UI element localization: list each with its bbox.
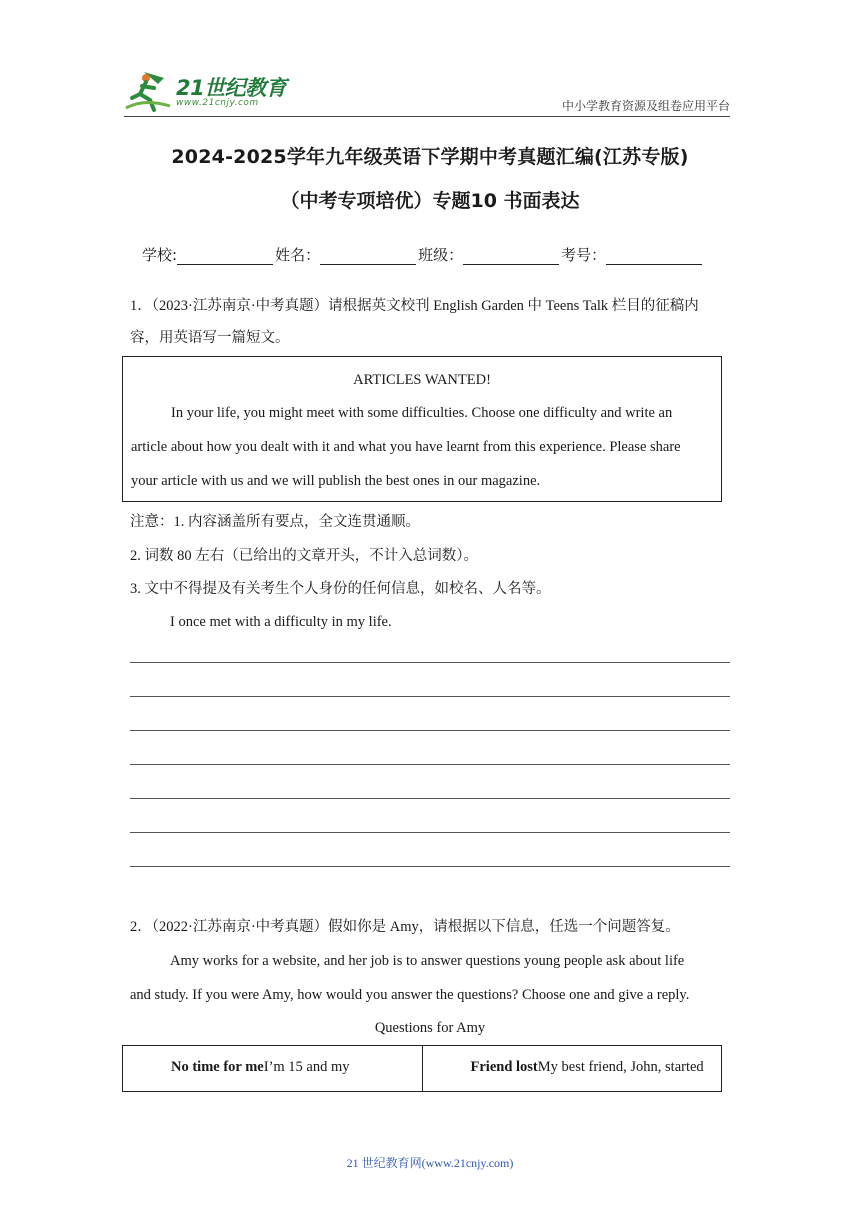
writing-line[interactable] [130, 798, 730, 799]
footer-link[interactable]: 21 世纪教育网(www.21cnjy.com) [346, 1156, 514, 1170]
runner-logo-icon [124, 68, 184, 114]
page-title: 2024-2025学年九年级英语下学期中考真题汇编(江苏专版) [171, 146, 689, 168]
class-field[interactable]: 班级： [418, 244, 561, 265]
questions-table [122, 1045, 722, 1092]
box-title: ARTICLES WANTED! [353, 372, 491, 388]
note-line: 3. 文中不得提及有关考生个人身份的任何信息，如校名、人名等。 [130, 581, 551, 597]
q1-intro-line1: 1．（2023·江苏南京·中考真题）请根据英文校刊 English Garden 中 Teens Talk 栏目的征稿内 [130, 298, 699, 314]
q2-para-line: Amy works for a website, and her job is to answer questions young people ask about life [170, 953, 685, 969]
q2-para-line: and study. If you were Amy, how would you answer the questions? Choose one and give a reply. [130, 987, 690, 1003]
writing-line[interactable] [130, 696, 730, 697]
school-field[interactable]: 学校: [142, 244, 275, 265]
table-cell [123, 1046, 422, 1091]
logo-url: www.21cnjy.com [176, 98, 259, 108]
page-header [0, 0, 860, 122]
essay-opening: I once met with a difficulty in my life. [170, 614, 392, 630]
student-info-row [142, 244, 742, 265]
logo-text: 21世纪教育 [176, 76, 287, 100]
cell-text: My best friend, John, started [537, 1059, 704, 1075]
cell-text: I’m 15 and my [263, 1059, 350, 1075]
writing-line[interactable] [130, 832, 730, 833]
box-line: article about how you dealt with it and what you have learnt from this experience. Please share [131, 439, 681, 455]
table-title: Questions for Amy [374, 1020, 486, 1036]
note-line: 2. 词数 80 左右（已给出的文章开头，不计入总词数）。 [130, 548, 478, 564]
page-subtitle: （中考专项培优）专题10 书面表达 [280, 190, 580, 212]
writing-line[interactable] [130, 866, 730, 867]
writing-line[interactable] [130, 730, 730, 731]
writing-line[interactable] [130, 662, 730, 663]
note-line: 注意：1. 内容涵盖所有要点，全文连贯通顺。 [130, 514, 420, 530]
box-line: In your life, you might meet with some difficulties. Choose one difficulty and write an [171, 405, 673, 421]
name-field[interactable]: 姓名： [275, 244, 418, 265]
cell-heading: No time for me [171, 1059, 264, 1075]
writing-line[interactable] [130, 764, 730, 765]
platform-label: 中小学教育资源及组卷应用平台 [561, 99, 730, 113]
q1-intro-line2: 容，用英语写一篇短文。 [130, 330, 290, 346]
q2-intro: 2．（2022·江苏南京·中考真题）假如你是 Amy，请根据以下信息，任选一个问题答复。 [130, 919, 680, 935]
brand-logo [124, 68, 294, 114]
articles-wanted-box [122, 356, 722, 502]
box-line: your article with us and we will publish the best ones in our magazine. [131, 473, 541, 489]
cell-heading: Friend lost [470, 1059, 538, 1075]
exam-number-field[interactable]: 考号： [561, 244, 704, 265]
header-divider [124, 116, 730, 117]
table-cell [422, 1046, 722, 1091]
